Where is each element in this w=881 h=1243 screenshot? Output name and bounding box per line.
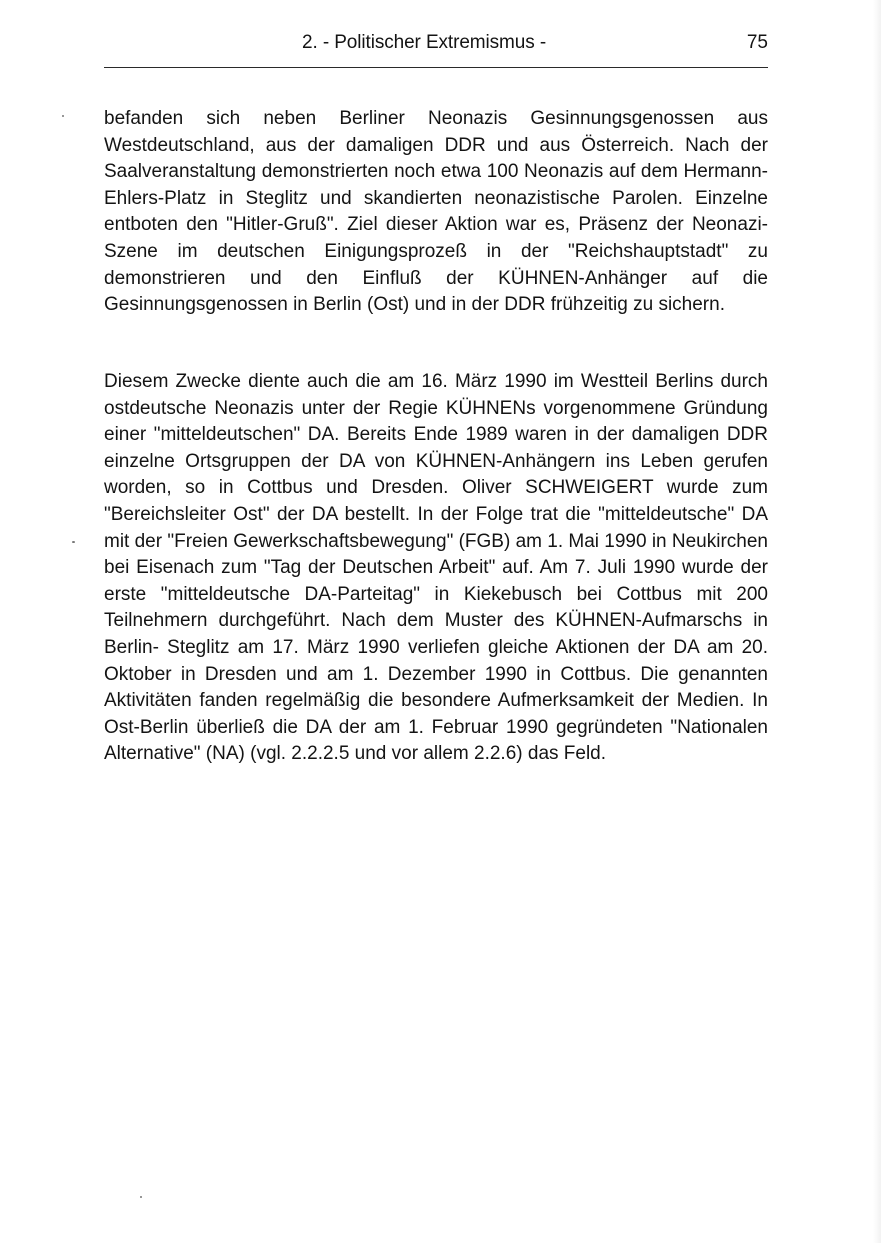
body-paragraph-2: Diesem Zwecke diente auch die am 16. März 1990 im Westteil Berlins durch ostdeutsche Neonazis unter der Regie KÜHNENs vorgenommene Gründung einer "mitteldeutschen" DA. Bereits Ende 1989 waren in der damaligen DDR einzelne Ortsgruppen der DA von KÜHNEN-Anhängern ins Leben gerufen worden, so in Cottbus und Dresden. Oliver SCHWEIGERT wurde zum "Bereichsleiter Ost" der DA bestellt. In der Folge trat die "mitteldeutsche" DA mit der "Freien Gewerkschaftsbewegung" (FGB) am 1. Mai 1990 in Neukirchen bei Eisenach zum "Tag der Deutschen Arbeit" auf. Am 7. Juli 1990 wurde der erste "mitteldeutsche DA-Parteitag" in Kiekebusch bei Cottbus mit 200 Teilnehmern durchgeführt. Nach dem Muster des KÜHNEN-Aufmarschs in Berlin- Steglitz am 17. März 1990 verliefen gleiche Aktionen der DA am 20. Oktober in Dresden und am 1. Dezember 1990 in Cottbus. Die genannten Aktivitäten fanden regelmäßig die besondere Aufmerksamkeit der Medien. In Ost-Berlin überließ die DA der am 1. Februar 1990 gegründeten "Nationalen Alternative" (NA) (vgl. 2.2.2.5 und vor allem 2.2.6) das Feld. [104,371,768,765]
scan-speck [62,115,64,117]
running-title: 2. - Politischer Extremismus - [302,32,547,53]
body-paragraph-1: befanden sich neben Berliner Neonazis Gesinnungsgenossen aus Westdeutschland, aus der damaligen DDR und aus Österreich. Nach der Saalveranstaltung demonstrierten noch etwa 100 Neonazis auf dem Hermann-Ehlers-Platz in Steglitz und skandierten neonazistische Parolen. Einzelne entboten den "Hitler-Gruß". Ziel dieser Aktion war es, Präsenz der Neonazi-Szene im deutschen Einigungsprozeß in der "Reichshauptstadt" zu demonstrieren und den Einfluß der KÜHNEN-Anhänger auf die Gesinnungsgenossen in Berlin (Ost) und in der DDR frühzeitig zu sichern. [104,108,768,316]
page-number: 75 [746,32,768,53]
scan-speck [72,541,75,543]
header-rule [104,67,768,68]
scan-edge-shadow [873,0,881,1243]
running-header [104,30,768,56]
scan-speck [140,1196,142,1198]
